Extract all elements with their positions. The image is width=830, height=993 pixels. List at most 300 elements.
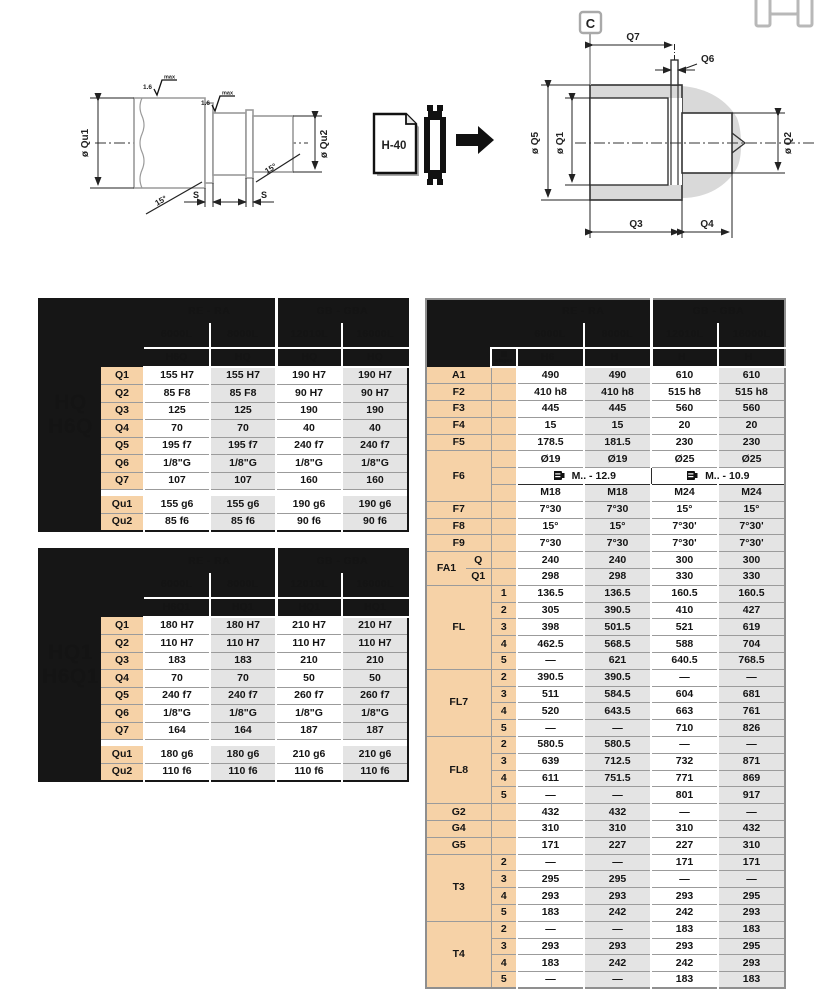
value-cell: 712.5	[584, 753, 651, 770]
value-cell: 85 F8	[210, 385, 276, 403]
row-label: Q6	[101, 705, 144, 723]
group-header: GB - GBA	[276, 549, 408, 573]
model-header: 12010L	[651, 323, 718, 348]
value-cell: 1/8"G	[276, 705, 342, 723]
value-cell: 917	[718, 787, 785, 804]
value-cell: —	[517, 720, 584, 737]
value-cell: 398	[517, 619, 584, 636]
value-cell: —	[584, 972, 651, 989]
value-cell: 7°30	[517, 535, 584, 552]
value-cell: 195 f7	[144, 437, 210, 455]
value-cell: M18	[584, 485, 651, 502]
dim-qu2	[293, 116, 322, 172]
table-row	[426, 737, 785, 754]
value-cell: 568.5	[584, 636, 651, 653]
row-group-label: FA1	[426, 552, 466, 586]
value-cell: 210	[276, 652, 342, 670]
value-cell: —	[718, 737, 785, 754]
value-cell: 240 f7	[276, 437, 342, 455]
row-label: F4	[426, 417, 491, 434]
table-row	[426, 501, 785, 518]
dim-label-qu1: ø Qu1	[80, 128, 91, 158]
variant-header: H6Q1	[144, 598, 210, 617]
group-header-row	[39, 549, 408, 573]
hq1-table	[38, 548, 409, 782]
row-label: F5	[426, 434, 491, 451]
group-header-row	[39, 299, 408, 323]
value-cell: 663	[651, 703, 718, 720]
value-cell: Ø19	[584, 451, 651, 468]
value-cell: 164	[210, 722, 276, 740]
row-label: G4	[426, 821, 491, 838]
table-row	[426, 518, 785, 535]
value-cell: 427	[718, 602, 785, 619]
value-cell: 521	[651, 619, 718, 636]
value-cell: 330	[651, 569, 718, 586]
row-label: F2	[426, 384, 491, 401]
row-label: Q2	[101, 635, 144, 653]
model-header: 6000L	[144, 573, 210, 598]
dim-q7	[593, 44, 675, 60]
value-cell: 610	[651, 367, 718, 384]
value-cell: 180 H7	[144, 617, 210, 635]
value-cell: 160.5	[651, 585, 718, 602]
value-cell: 15	[517, 417, 584, 434]
value-cell: 242	[651, 955, 718, 972]
row-label: F3	[426, 401, 491, 418]
row-label: Q5	[101, 437, 144, 455]
value-cell: 445	[517, 401, 584, 418]
value-cell: 640.5	[651, 653, 718, 670]
value-cell: Ø19	[517, 451, 584, 468]
stage-cell: 1	[491, 585, 517, 602]
value-cell: Ø25	[718, 451, 785, 468]
dim-label-q1: ø Q1	[555, 131, 566, 155]
value-cell: 580.5	[584, 737, 651, 754]
value-cell: 40	[342, 420, 408, 438]
stage-cell: 4	[491, 703, 517, 720]
model-header: 12010L	[276, 573, 342, 598]
screw-spec-cell: M.. - 12.9	[517, 468, 651, 485]
value-cell: 7°30'	[651, 518, 718, 535]
value-cell: 751.5	[584, 770, 651, 787]
stage-cell: 5	[491, 972, 517, 989]
value-cell: 7°30'	[718, 518, 785, 535]
value-cell: 85 f6	[210, 514, 276, 532]
stage-cell	[491, 518, 517, 535]
value-cell: 240 f7	[144, 687, 210, 705]
value-cell: 293	[584, 888, 651, 905]
dim-label-s1: S	[192, 190, 200, 200]
row-label: Qu2	[101, 514, 144, 532]
row-label: Q7	[101, 472, 144, 490]
value-cell: 621	[584, 653, 651, 670]
value-cell: 7°30	[584, 501, 651, 518]
value-cell: 183	[651, 972, 718, 989]
value-cell: 445	[584, 401, 651, 418]
value-cell: 15	[584, 417, 651, 434]
stage-cell	[491, 384, 517, 401]
value-cell: 295	[718, 888, 785, 905]
value-cell: 190	[342, 402, 408, 420]
value-cell: 462.5	[517, 636, 584, 653]
value-cell: 15°	[584, 518, 651, 535]
value-cell: 183	[144, 652, 210, 670]
value-cell: 310	[718, 837, 785, 854]
stage-cell: 3	[491, 871, 517, 888]
value-cell: 70	[210, 670, 276, 688]
value-cell: 242	[584, 905, 651, 922]
roughness-mark-1	[143, 75, 177, 96]
chamfer-label-2: 15°	[263, 161, 279, 176]
coupling-icon	[420, 103, 450, 187]
value-cell: 183	[517, 955, 584, 972]
value-cell: 305	[517, 602, 584, 619]
value-cell: 230	[651, 434, 718, 451]
value-cell: Ø25	[651, 451, 718, 468]
value-cell: 7°30'	[651, 535, 718, 552]
stage-cell: 3	[491, 753, 517, 770]
value-cell: 110 H7	[144, 635, 210, 653]
value-cell: 240 f7	[210, 687, 276, 705]
stage-cell: 5	[491, 720, 517, 737]
table-row	[426, 669, 785, 686]
value-cell: 15°	[517, 518, 584, 535]
group-header: RE - RA	[517, 299, 651, 323]
stage-cell: 2	[491, 669, 517, 686]
hub-drawing	[475, 0, 830, 250]
row-label: G2	[426, 804, 491, 821]
value-cell: 826	[718, 720, 785, 737]
stage-cell	[491, 451, 517, 468]
value-cell: 501.5	[584, 619, 651, 636]
model-header: 8000L	[584, 323, 651, 348]
value-cell: 1/8"G	[210, 705, 276, 723]
stage-cell	[491, 501, 517, 518]
group-header: GB - GBA	[276, 299, 408, 323]
table-row	[426, 401, 785, 418]
value-cell: 107	[144, 472, 210, 490]
value-cell: 410	[651, 602, 718, 619]
value-cell: 155 g6	[210, 496, 276, 514]
value-cell: —	[718, 669, 785, 686]
value-cell: 187	[276, 722, 342, 740]
table-row	[426, 451, 785, 468]
value-cell: 310	[584, 821, 651, 838]
value-cell: 183	[651, 921, 718, 938]
value-cell: 560	[718, 401, 785, 418]
value-cell: 310	[517, 821, 584, 838]
h40-label: H-40	[381, 140, 407, 152]
value-cell: 210 H7	[342, 617, 408, 635]
model-header: 6000L	[517, 323, 584, 348]
stage-cell: 2	[491, 737, 517, 754]
value-cell: 520	[517, 703, 584, 720]
value-cell: 181.5	[584, 434, 651, 451]
value-cell: —	[584, 787, 651, 804]
value-cell: 210 H7	[276, 617, 342, 635]
value-cell: 293	[517, 888, 584, 905]
row-label: Q6	[101, 455, 144, 473]
flange-corner-icon	[742, 0, 830, 34]
value-cell: 171	[651, 854, 718, 871]
dim-label-q6: Q6	[701, 54, 715, 65]
stage-cell	[491, 434, 517, 451]
value-cell: —	[517, 972, 584, 989]
row-group-label: FL	[426, 585, 491, 669]
value-cell: 390.5	[584, 669, 651, 686]
value-cell: 171	[517, 837, 584, 854]
value-cell: 295	[584, 871, 651, 888]
value-cell: 240	[517, 552, 584, 569]
header-corner	[426, 348, 491, 367]
row-label: Q7	[101, 722, 144, 740]
bolt-icon	[553, 471, 565, 480]
value-cell: 242	[651, 905, 718, 922]
value-cell: 50	[342, 670, 408, 688]
value-cell: 432	[584, 804, 651, 821]
model-header: 16000L	[342, 323, 408, 348]
value-cell: 293	[718, 955, 785, 972]
stage-cell: 4	[491, 636, 517, 653]
value-cell: 515 h8	[718, 384, 785, 401]
value-cell: —	[584, 921, 651, 938]
value-cell: 801	[651, 787, 718, 804]
value-cell: 160	[276, 472, 342, 490]
value-cell: 560	[651, 401, 718, 418]
dim-label-q3: Q3	[629, 219, 643, 230]
value-cell: 110 f6	[144, 764, 210, 782]
value-cell: 295	[517, 871, 584, 888]
value-cell: 704	[718, 636, 785, 653]
table-row	[426, 854, 785, 871]
value-cell: 90 H7	[342, 385, 408, 403]
stages-header: ▦ stages	[491, 348, 517, 367]
svg-text:max: max	[222, 90, 234, 97]
value-cell: 210 g6	[276, 746, 342, 764]
stage-cell	[491, 552, 517, 569]
value-cell: 584.5	[584, 686, 651, 703]
row-sublabel: Q1	[466, 569, 491, 586]
model-header: 16000L	[342, 573, 408, 598]
stage-cell: 2	[491, 921, 517, 938]
value-cell: 240 f7	[342, 437, 408, 455]
group-header: RE - RA	[144, 549, 276, 573]
value-cell: —	[517, 787, 584, 804]
row-label: Q3	[101, 652, 144, 670]
value-cell: 183	[718, 972, 785, 989]
variant-header: H6_	[517, 348, 584, 367]
value-cell: 20	[718, 417, 785, 434]
row-label: Q3	[101, 402, 144, 420]
variant-header: HQ1	[210, 598, 276, 617]
value-cell: 190 g6	[342, 496, 408, 514]
value-cell: 1/8"G	[342, 705, 408, 723]
value-cell: —	[651, 871, 718, 888]
table-row	[426, 417, 785, 434]
value-cell: 410 h8	[517, 384, 584, 401]
series-side-label: HQ H6Q	[39, 299, 101, 531]
variant-header: H_	[584, 348, 651, 367]
model-header: 16000L	[718, 323, 785, 348]
value-cell: 293	[718, 905, 785, 922]
value-cell: 639	[517, 753, 584, 770]
stage-cell	[491, 485, 517, 502]
value-cell: 160	[342, 472, 408, 490]
table-row	[426, 434, 785, 451]
value-cell: 183	[718, 921, 785, 938]
value-cell: —	[651, 804, 718, 821]
value-cell: 155 H7	[210, 367, 276, 385]
value-cell: —	[718, 871, 785, 888]
value-cell: —	[651, 669, 718, 686]
value-cell: 15°	[651, 501, 718, 518]
row-label: Q2	[101, 385, 144, 403]
value-cell: —	[517, 653, 584, 670]
table-row	[426, 552, 785, 569]
value-cell: 85 f6	[144, 514, 210, 532]
value-cell: —	[651, 737, 718, 754]
value-cell: 15°	[718, 501, 785, 518]
value-cell: 180 g6	[210, 746, 276, 764]
row-sublabel: Q	[466, 552, 491, 569]
value-cell: 7°30'	[718, 535, 785, 552]
value-cell: 110 f6	[276, 764, 342, 782]
value-cell: 604	[651, 686, 718, 703]
value-cell: 85 F8	[144, 385, 210, 403]
table-row	[426, 837, 785, 854]
table-row	[426, 569, 785, 586]
value-cell: —	[517, 854, 584, 871]
stage-cell	[491, 837, 517, 854]
value-cell: 610	[718, 367, 785, 384]
row-group-label: F6	[426, 451, 491, 501]
row-label: Qu2	[101, 764, 144, 782]
value-cell: 230	[718, 434, 785, 451]
value-cell: 183	[517, 905, 584, 922]
variant-header-row	[426, 348, 785, 367]
value-cell: 390.5	[584, 602, 651, 619]
stage-cell: 2	[491, 854, 517, 871]
value-cell: 195 f7	[210, 437, 276, 455]
value-cell: 330	[718, 569, 785, 586]
value-cell: 871	[718, 753, 785, 770]
header-corner	[101, 299, 144, 367]
value-cell: 611	[517, 770, 584, 787]
value-cell: 1/8"G	[144, 455, 210, 473]
value-cell: 187	[342, 722, 408, 740]
value-cell: 643.5	[584, 703, 651, 720]
value-cell: 869	[718, 770, 785, 787]
row-group-label: T4	[426, 921, 491, 988]
value-cell: 681	[718, 686, 785, 703]
value-cell: 298	[517, 569, 584, 586]
row-label: F9	[426, 535, 491, 552]
value-cell: 293	[651, 888, 718, 905]
value-cell: 771	[651, 770, 718, 787]
value-cell: 511	[517, 686, 584, 703]
value-cell: 190 H7	[276, 367, 342, 385]
model-header: 8000L	[210, 323, 276, 348]
stage-cell	[491, 535, 517, 552]
value-cell: 710	[651, 720, 718, 737]
value-cell: 180 g6	[144, 746, 210, 764]
dim-label-q7: Q7	[626, 32, 640, 43]
value-cell: 298	[584, 569, 651, 586]
value-cell: 110 f6	[210, 764, 276, 782]
table-row	[426, 585, 785, 602]
variant-header: H_	[718, 348, 785, 367]
stage-cell: 5	[491, 905, 517, 922]
datum-flag	[580, 12, 601, 85]
hq-table	[38, 298, 409, 532]
value-cell: 240	[584, 552, 651, 569]
header-corner	[426, 299, 517, 348]
row-label: G5	[426, 837, 491, 854]
datum-label: C	[585, 16, 596, 31]
variant-header: HQ	[342, 348, 408, 367]
value-cell: 107	[210, 472, 276, 490]
value-cell: 260 f7	[342, 687, 408, 705]
value-cell: 125	[144, 402, 210, 420]
value-cell: 768.5	[718, 653, 785, 670]
value-cell: 300	[651, 552, 718, 569]
value-cell: 410 h8	[584, 384, 651, 401]
value-cell: —	[584, 720, 651, 737]
row-label: Q5	[101, 687, 144, 705]
value-cell: 164	[144, 722, 210, 740]
dim-label-qu2: ø Qu2	[319, 129, 330, 159]
svg-text:max: max	[164, 74, 176, 81]
stage-cell: 5	[491, 653, 517, 670]
value-cell: 155 g6	[144, 496, 210, 514]
value-cell: 125	[210, 402, 276, 420]
stage-cell	[491, 821, 517, 838]
value-cell: M24	[718, 485, 785, 502]
row-label: Q4	[101, 670, 144, 688]
value-cell: 160.5	[718, 585, 785, 602]
variant-header: HQ	[276, 348, 342, 367]
value-cell: 293	[517, 938, 584, 955]
value-cell: 1/8"G	[210, 455, 276, 473]
row-group-label: FL8	[426, 737, 491, 804]
screw-spec-cell: M.. - 10.9	[651, 468, 785, 485]
row-label: Q1	[101, 617, 144, 635]
value-cell: 210 g6	[342, 746, 408, 764]
value-cell: 40	[276, 420, 342, 438]
stage-cell	[491, 468, 517, 485]
value-cell: 210	[342, 652, 408, 670]
value-cell: 490	[584, 367, 651, 384]
variant-header: HQ1	[276, 598, 342, 617]
value-cell: 588	[651, 636, 718, 653]
value-cell: M24	[651, 485, 718, 502]
value-cell: 136.5	[517, 585, 584, 602]
svg-text:1.6: 1.6	[200, 100, 210, 107]
group-header: GB - GBA	[651, 299, 785, 323]
value-cell: 1/8"G	[144, 705, 210, 723]
h40-document-icon	[370, 110, 424, 182]
row-label: Qu1	[101, 746, 144, 764]
header-corner	[101, 549, 144, 617]
value-cell: —	[584, 854, 651, 871]
stage-cell: 4	[491, 770, 517, 787]
shaft-end-drawing	[50, 70, 385, 255]
model-header: 8000L	[210, 573, 276, 598]
value-cell: 295	[718, 938, 785, 955]
variant-header: H6Q	[144, 348, 210, 367]
stage-cell	[491, 569, 517, 586]
